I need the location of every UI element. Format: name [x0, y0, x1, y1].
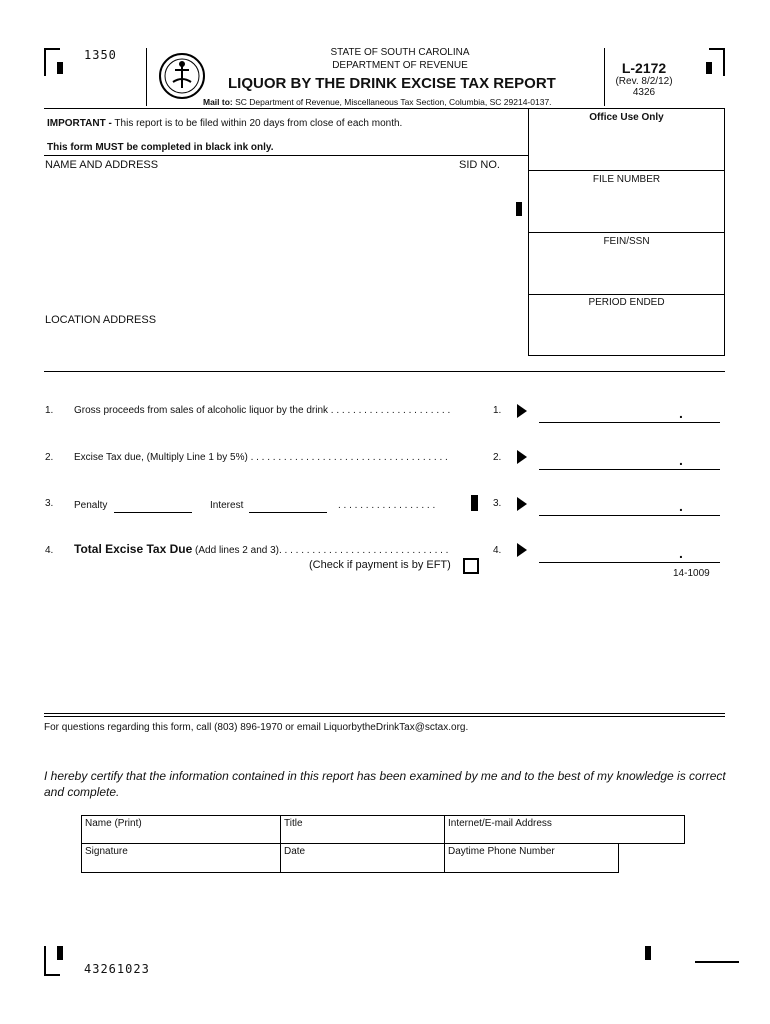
- registration-block: [645, 946, 651, 960]
- form-number: L-2172: [621, 60, 667, 76]
- arrow-icon: [517, 497, 527, 511]
- line-4-text: [74, 542, 448, 556]
- eft-checkbox[interactable]: [463, 558, 479, 574]
- registration-block: [516, 202, 522, 216]
- line-3-dots: . . . . . . . . . . . . . . . . . .: [338, 500, 436, 511]
- black-ink-notice: This form MUST be completed in black ink only.: [47, 142, 274, 153]
- penalty-field[interactable]: [114, 512, 192, 513]
- mail-to-address: SC Department of Revenue, Miscellaneous Tax Section, Columbia, SC 29214-0137.: [235, 97, 552, 107]
- bottom-right-mark: [695, 961, 739, 963]
- decimal-point: .: [679, 405, 683, 421]
- title-label: Title: [284, 818, 303, 829]
- office-divider: [528, 294, 725, 295]
- mail-to: [203, 97, 552, 107]
- header-rule: [44, 108, 528, 109]
- line-code: 14-1009: [673, 568, 710, 579]
- notice-rule: [44, 155, 528, 156]
- phone-field[interactable]: [444, 843, 619, 873]
- line-2-number: 2.: [45, 452, 54, 463]
- registration-block: [57, 62, 63, 74]
- line-4-number: 4.: [45, 545, 54, 556]
- line-2-text: Excise Tax due, (Multiply Line 1 by 5%) . . . . . . . . . . . . . . . . . . . . . . . . . . . . . . . . . . . .: [74, 452, 448, 463]
- important-label: IMPORTANT -: [47, 118, 112, 129]
- corner-mark-top-left-h: [44, 48, 60, 50]
- section-rule: [44, 371, 725, 372]
- name-address-label[interactable]: NAME AND ADDRESS: [45, 159, 159, 171]
- footer-code: 43261023: [84, 962, 150, 976]
- page-title: LIQUOR BY THE DRINK EXCISE TAX REPORT: [228, 75, 556, 92]
- total-text: (Add lines 2 and 3). . . . . . . . . . . . . . . . . . . . . . . . . . . . . . .: [195, 545, 449, 556]
- corner-mark-top-right: [723, 48, 725, 76]
- line-1-amount-field[interactable]: [539, 422, 720, 423]
- arrow-icon: [517, 543, 527, 557]
- important-notice: [47, 118, 402, 129]
- name-print-label: Name (Print): [85, 818, 142, 829]
- department-name: DEPARTMENT OF REVENUE: [332, 60, 468, 71]
- period-ended-label: PERIOD ENDED: [588, 297, 665, 308]
- header-divider: [146, 48, 147, 106]
- line-4-ref: 4.: [493, 545, 502, 556]
- eft-check-label: (Check if payment is by EFT): [309, 559, 451, 571]
- revision: (Rev. 8/2/12): [615, 76, 673, 87]
- mail-to-label: Mail to:: [203, 97, 233, 107]
- state-name: STATE OF SOUTH CAROLINA: [330, 47, 470, 58]
- questions-rule: [44, 716, 725, 717]
- fein-ssn-label: FEIN/SSN: [603, 236, 650, 247]
- line-3-number: 3.: [45, 498, 54, 509]
- important-text: This report is to be filed within 20 days from close of each month.: [114, 118, 403, 129]
- corner-mark-bottom-left-h: [44, 974, 60, 976]
- registration-block: [57, 946, 63, 960]
- line-4-amount-field[interactable]: [539, 562, 720, 563]
- arrow-icon: [517, 450, 527, 464]
- line-1-number: 1.: [45, 405, 54, 416]
- registration-block: [706, 62, 712, 74]
- corner-mark-top-left: [44, 48, 46, 76]
- form-code: 1350: [84, 48, 117, 62]
- signature-field[interactable]: [81, 843, 281, 873]
- total-label: Total Excise Tax Due: [74, 542, 193, 556]
- interest-field[interactable]: [249, 512, 327, 513]
- questions-text: For questions regarding this form, call (803) 896-1970 or email LiquorbytheDrinkTax@sctax.org.: [44, 722, 469, 733]
- line-3-ref: 3.: [493, 498, 502, 509]
- date-label: Date: [284, 846, 306, 857]
- office-divider: [528, 232, 725, 233]
- email-field[interactable]: [444, 815, 685, 844]
- office-use-title: Office Use Only: [589, 112, 664, 123]
- date-field[interactable]: [280, 843, 445, 873]
- certify-text: I hereby certify that the information contained in this report has been examined by me and to the best of my knowledge is correct and complete.: [44, 769, 726, 799]
- interest-label: Interest: [210, 500, 244, 511]
- form-id: 4326: [632, 87, 656, 98]
- phone-label: Daytime Phone Number: [448, 846, 555, 857]
- sid-no-label[interactable]: SID NO.: [459, 159, 500, 171]
- questions-rule: [44, 713, 725, 714]
- location-address-label[interactable]: LOCATION ADDRESS: [45, 314, 157, 326]
- corner-mark-top-right-h: [709, 48, 725, 50]
- name-print-field[interactable]: [81, 815, 281, 844]
- decimal-point: .: [679, 498, 683, 514]
- email-label: Internet/E-mail Address: [448, 818, 552, 829]
- file-number-label: FILE NUMBER: [592, 174, 661, 185]
- line-2-amount-field[interactable]: [539, 469, 720, 470]
- line-3-amount-field[interactable]: [539, 515, 720, 516]
- corner-mark-bottom-left: [44, 946, 46, 976]
- decimal-point: .: [679, 545, 683, 561]
- title-field[interactable]: [280, 815, 445, 844]
- arrow-icon: [517, 404, 527, 418]
- line-1-ref: 1.: [493, 405, 502, 416]
- registration-block: [471, 495, 478, 511]
- signature-label: Signature: [85, 846, 128, 857]
- decimal-point: .: [679, 452, 683, 468]
- seal-icon: [158, 52, 206, 100]
- line-1-text: Gross proceeds from sales of alcoholic liquor by the drink . . . . . . . . . . . . . . . . . . . . . .: [74, 405, 451, 416]
- line-2-ref: 2.: [493, 452, 502, 463]
- penalty-label: Penalty: [74, 500, 108, 511]
- office-divider: [528, 170, 725, 171]
